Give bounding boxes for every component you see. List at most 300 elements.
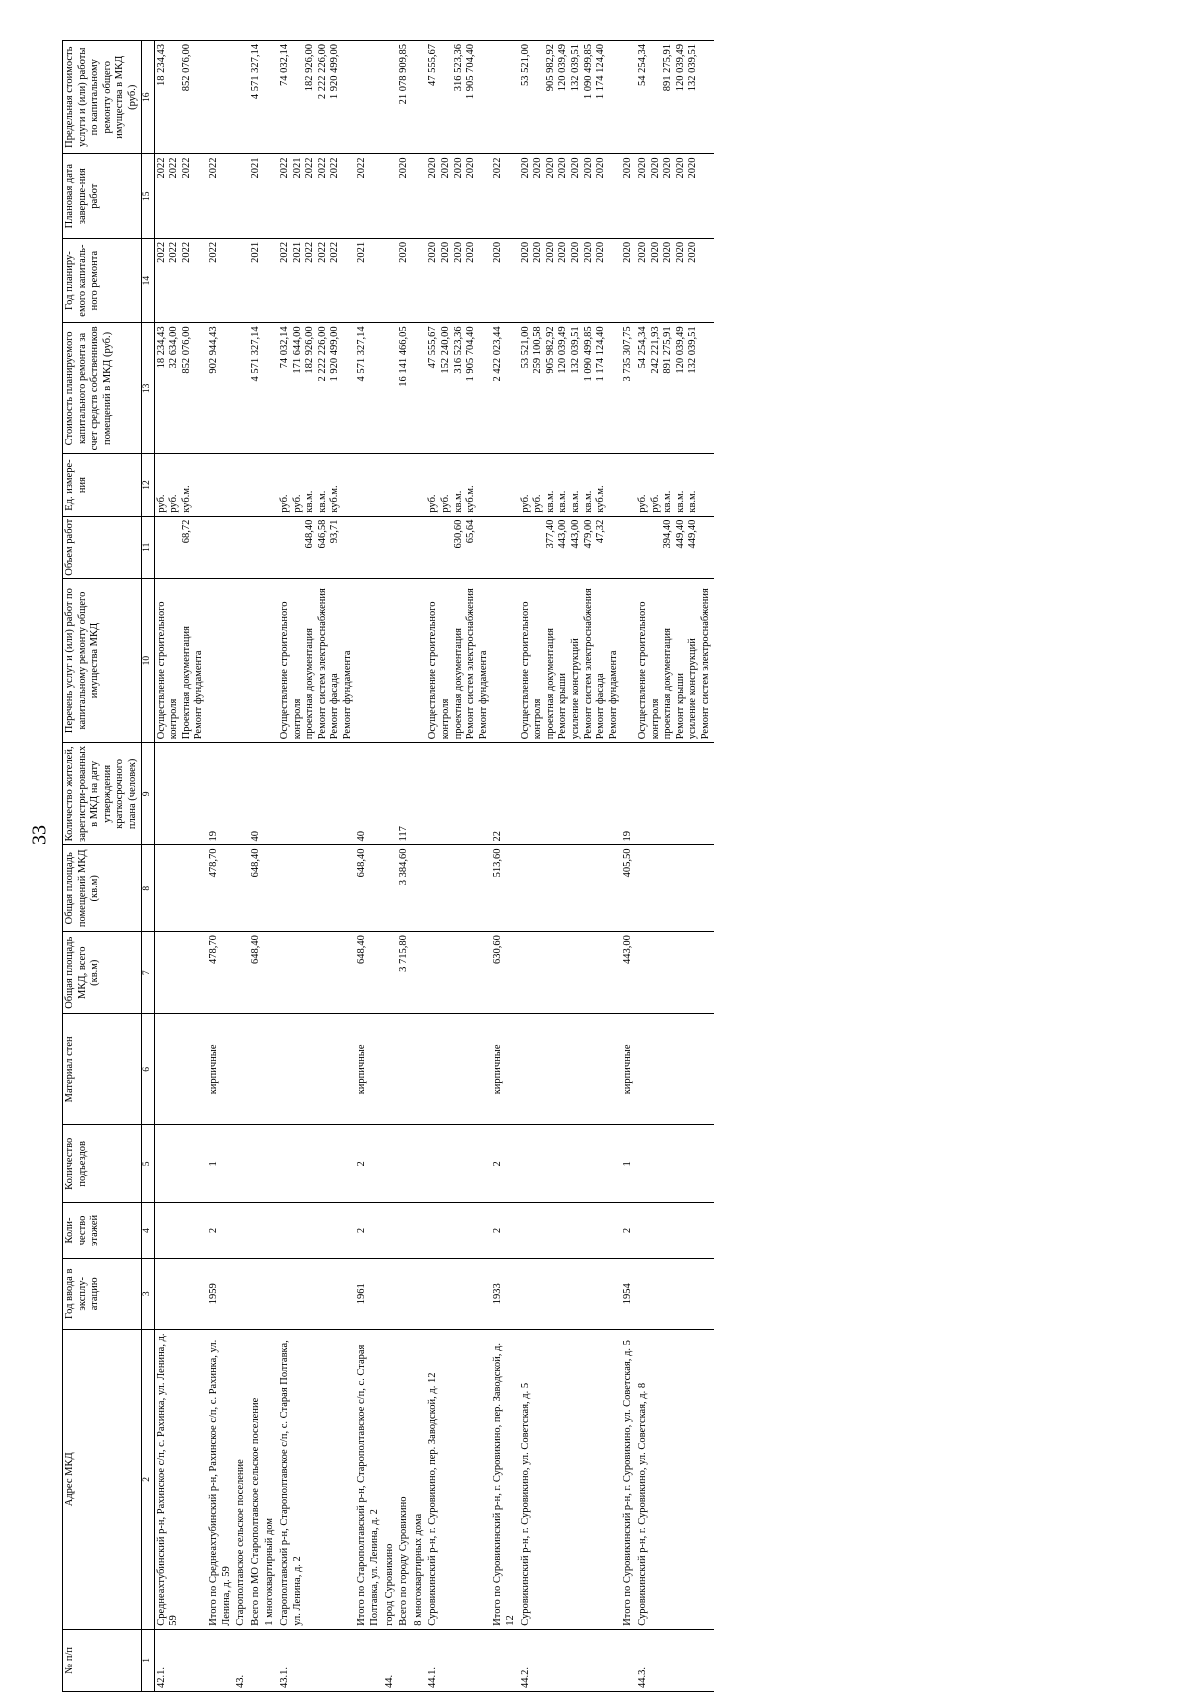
work-name xyxy=(250,582,263,739)
cell-area-rooms xyxy=(383,845,398,932)
work-unit xyxy=(622,457,635,512)
work-cost: 132 039,51 xyxy=(687,326,699,374)
work-volume xyxy=(398,520,411,575)
cell-area-total: 630,60 xyxy=(491,932,518,1014)
cell-floors xyxy=(249,1203,264,1259)
work-name: усиление конструкций xyxy=(569,638,581,740)
work-volume xyxy=(622,520,635,575)
end-date: 2020 xyxy=(452,157,464,179)
work-cost: 4 571 327,14 xyxy=(249,326,261,382)
work-volume: 377,40 xyxy=(544,519,556,549)
work-unit xyxy=(250,457,263,512)
cell-limit-cost xyxy=(621,41,636,154)
table-row xyxy=(207,41,234,1692)
work-volume xyxy=(156,520,169,575)
cell-year-built: 1933 xyxy=(491,1258,518,1329)
work-cost: 120 039,49 xyxy=(674,326,686,374)
work-volume xyxy=(532,520,545,575)
limit-cost: 905 982,92 xyxy=(544,44,556,92)
cell-wall-material xyxy=(154,1014,207,1125)
column-number-11: 11 xyxy=(141,516,154,578)
cell-area-rooms xyxy=(234,845,249,932)
work-cost: 120 039,49 xyxy=(557,326,569,374)
cell-work-cost xyxy=(426,323,491,454)
work-name: проектная документация xyxy=(452,628,464,740)
cell-wall-material xyxy=(397,1014,412,1125)
cell-work-unit xyxy=(278,454,356,516)
column-number-3: 3 xyxy=(141,1258,154,1329)
cell-address: Старополтавское сельское поселение xyxy=(234,1329,249,1629)
cell-work-unit xyxy=(154,454,207,516)
work-cost: 259 100,58 xyxy=(532,326,544,374)
cell-residents xyxy=(426,743,491,845)
cell-area-total xyxy=(519,932,622,1014)
work-volume xyxy=(208,520,221,575)
work-name: проектная документация xyxy=(662,628,674,740)
work-cost: 242 221,93 xyxy=(649,326,661,374)
plan-year: 2020 xyxy=(440,241,452,263)
plan-year: 2020 xyxy=(532,241,544,263)
limit-cost: 21 078 909,85 xyxy=(398,44,410,105)
cell-address: Старополтавский р-н, Старополтавское с/п, с. Старая Полтавка, ул. Ленина, д. 2 xyxy=(278,1329,356,1629)
limit-cost: 182 926,00 xyxy=(304,44,316,92)
cell-plan-year xyxy=(154,238,207,322)
cell-work-volume xyxy=(355,516,382,578)
end-date: 2020 xyxy=(674,157,686,179)
end-date: 2022 xyxy=(356,157,368,179)
work-unit: куб.м. xyxy=(329,485,341,513)
limit-cost: 18 234,43 xyxy=(155,44,167,86)
cell-area-rooms xyxy=(154,845,207,932)
plan-year: 2020 xyxy=(662,241,674,263)
cell-limit-cost xyxy=(383,41,398,154)
work-volume xyxy=(279,520,292,575)
cell-plan-year xyxy=(263,238,278,322)
cell-area-total xyxy=(234,932,249,1014)
cell-entrances xyxy=(383,1125,398,1203)
column-header-2: Адрес МКД xyxy=(63,1329,142,1629)
cell-work-unit xyxy=(207,454,234,516)
work-name: Ремонт фундамента xyxy=(607,650,619,740)
column-header-9: Количество жителей, зарегистри-рованных в МКД на дату утверждения краткосрочного плана (человек) xyxy=(63,743,142,845)
cell-work-name xyxy=(426,578,491,742)
work-unit xyxy=(356,457,369,512)
cell-limit-cost xyxy=(426,41,491,154)
end-date: 2020 xyxy=(582,157,594,179)
column-header-4: Коли-чество этажей xyxy=(63,1203,142,1259)
cell-year-built: 1961 xyxy=(355,1258,382,1329)
work-volume: 648,40 xyxy=(304,519,316,549)
limit-cost xyxy=(292,44,305,150)
cell-row-number: 42.1. xyxy=(154,1629,207,1691)
end-date: 2021 xyxy=(249,157,261,179)
cell-limit-cost xyxy=(355,41,382,154)
cell-area-rooms xyxy=(412,845,427,932)
work-cost: 152 240,00 xyxy=(440,326,452,374)
work-volume: 443,00 xyxy=(569,519,581,549)
cell-row-number: 44.1. xyxy=(426,1629,491,1691)
cell-residents xyxy=(263,743,278,845)
cell-floors xyxy=(397,1203,412,1259)
cell-year-built xyxy=(234,1258,249,1329)
cell-plan-year xyxy=(207,238,234,322)
limit-cost xyxy=(622,44,635,150)
end-date: 2020 xyxy=(519,157,531,179)
work-unit xyxy=(208,457,221,512)
work-name: Осуществление строительного контроля xyxy=(155,601,180,740)
column-header-14: Год планиру-емого капиталь-ного ремонта xyxy=(63,238,142,322)
cell-area-total xyxy=(383,932,398,1014)
cell-area-rooms xyxy=(278,845,356,932)
column-header-5: Количество подъездов xyxy=(63,1125,142,1203)
cell-work-cost xyxy=(621,323,636,454)
cell-work-volume xyxy=(278,516,356,578)
cell-entrances xyxy=(636,1125,714,1203)
cell-entrances xyxy=(249,1125,264,1203)
work-cost: 53 521,00 xyxy=(519,326,531,369)
work-unit: куб.м. xyxy=(595,485,607,513)
cell-entrances xyxy=(154,1125,207,1203)
cell-end-date xyxy=(278,154,356,238)
work-name: Ремонт систем электроснабжения xyxy=(582,588,594,740)
cell-area-rooms: 3 384,60 xyxy=(397,845,412,932)
end-date: 2020 xyxy=(595,157,607,179)
cell-entrances: 2 xyxy=(491,1125,518,1203)
cell-work-volume xyxy=(263,516,278,578)
work-unit: куб.м. xyxy=(465,485,477,513)
column-header-8: Общая площадь помещений МКД (кв.м) xyxy=(63,845,142,932)
column-number-6: 6 xyxy=(141,1014,154,1125)
work-unit: кв.м. xyxy=(557,490,569,513)
cell-end-date xyxy=(154,154,207,238)
cell-wall-material xyxy=(426,1014,491,1125)
cell-area-total xyxy=(412,932,427,1014)
cell-work-name xyxy=(278,578,356,742)
work-unit: куб.м. xyxy=(180,485,192,513)
cell-work-cost xyxy=(207,323,234,454)
work-unit: кв.м. xyxy=(687,490,699,513)
plan-year: 2020 xyxy=(622,241,634,263)
cell-wall-material xyxy=(636,1014,714,1125)
end-date: 2022 xyxy=(316,157,328,179)
work-name: Осуществление строительного контроля xyxy=(278,601,303,740)
table-row xyxy=(491,41,518,1692)
limit-cost xyxy=(440,44,453,150)
table-row xyxy=(412,41,427,1692)
work-unit: кв.м. xyxy=(674,490,686,513)
cell-area-total: 3 715,80 xyxy=(397,932,412,1014)
cell-floors: 2 xyxy=(207,1203,234,1259)
work-cost: 852 076,00 xyxy=(180,326,192,374)
work-name: Проектная документация xyxy=(180,626,192,740)
cell-work-volume xyxy=(154,516,207,578)
column-number-16: 16 xyxy=(141,41,154,154)
cell-residents xyxy=(383,743,398,845)
column-number-5: 5 xyxy=(141,1125,154,1203)
work-volume xyxy=(292,520,305,575)
table-row xyxy=(621,41,636,1692)
work-volume: 47,32 xyxy=(595,519,607,544)
limit-cost: 852 076,00 xyxy=(180,44,192,92)
plan-year: 2022 xyxy=(168,241,180,263)
cell-work-name xyxy=(397,578,412,742)
column-number-2: 2 xyxy=(141,1329,154,1629)
work-name: Ремонт фундамента xyxy=(477,650,489,740)
cell-area-rooms: 513,60 xyxy=(491,845,518,932)
column-header-16: Предельная стоимость услуги и (или) работы по капитальному ремонту общего имущества в МКД (руб.) xyxy=(63,41,142,154)
cell-entrances xyxy=(278,1125,356,1203)
limit-cost: 132 039,51 xyxy=(687,44,699,92)
limit-cost: 316 523,36 xyxy=(452,44,464,92)
work-volume: 68,72 xyxy=(180,519,192,544)
table-body xyxy=(154,41,713,1692)
plan-year: 2020 xyxy=(569,241,581,263)
work-volume: 449,40 xyxy=(674,519,686,549)
cell-entrances xyxy=(519,1125,622,1203)
cell-address: Суровикинский р-н, г. Суровикино, ул. Советская, д. 5 xyxy=(519,1329,622,1629)
cell-wall-material xyxy=(412,1014,427,1125)
cell-limit-cost xyxy=(397,41,412,154)
end-date: 2020 xyxy=(569,157,581,179)
cell-end-date xyxy=(234,154,249,238)
cell-plan-year xyxy=(397,238,412,322)
cell-year-built xyxy=(383,1258,398,1329)
cell-residents xyxy=(519,743,622,845)
cell-residents: 40 xyxy=(355,743,382,845)
cell-work-cost xyxy=(263,323,278,454)
work-name: Ремонт систем электроснабжения xyxy=(465,588,477,740)
plan-year: 2020 xyxy=(465,241,477,263)
work-name xyxy=(622,582,635,739)
cell-entrances: 2 xyxy=(355,1125,382,1203)
end-date: 2020 xyxy=(465,157,477,179)
work-volume xyxy=(440,520,453,575)
work-volume: 394,40 xyxy=(662,519,674,549)
cell-end-date xyxy=(412,154,427,238)
cell-work-cost xyxy=(154,323,207,454)
end-date: 2022 xyxy=(278,157,290,179)
cell-work-unit xyxy=(263,454,278,516)
work-unit xyxy=(492,457,505,512)
end-date: 2020 xyxy=(398,157,410,179)
end-date: 2020 xyxy=(427,157,439,179)
cell-work-cost xyxy=(383,323,398,454)
end-date: 2022 xyxy=(168,157,180,179)
column-header-11: Объем работ xyxy=(63,516,142,578)
cell-address: Среднеахтубинский р-н, Рахинское с/п, с. Рахинка, ул. Ленина, д. 59 xyxy=(154,1329,207,1629)
cell-end-date xyxy=(383,154,398,238)
work-name: Ремонт фундамента xyxy=(341,650,353,740)
work-cost: 1 920 499,00 xyxy=(329,326,341,382)
cell-entrances: 1 xyxy=(621,1125,636,1203)
work-cost: 132 039,51 xyxy=(569,326,581,374)
cell-row-number: 43.1. xyxy=(278,1629,356,1691)
cell-floors xyxy=(636,1203,714,1259)
cell-work-cost xyxy=(636,323,714,454)
table-row xyxy=(636,41,714,1692)
cell-work-name xyxy=(355,578,382,742)
column-number-13: 13 xyxy=(141,323,154,454)
table-row xyxy=(249,41,264,1692)
cell-residents xyxy=(234,743,249,845)
cell-work-name xyxy=(383,578,398,742)
cell-entrances xyxy=(426,1125,491,1203)
cell-work-volume xyxy=(412,516,427,578)
limit-cost: 891 275,91 xyxy=(662,44,674,92)
cell-row-number: 43. xyxy=(234,1629,249,1691)
work-name: Осуществление строительного контроля xyxy=(636,601,661,740)
work-volume: 65,64 xyxy=(465,519,477,544)
cell-year-built: 1959 xyxy=(207,1258,234,1329)
cell-end-date xyxy=(355,154,382,238)
cell-plan-year xyxy=(249,238,264,322)
work-volume: 630,60 xyxy=(452,519,464,549)
column-header-6: Материал стен xyxy=(63,1014,142,1125)
rotated-table-container xyxy=(62,40,1172,1692)
end-date: 2020 xyxy=(532,157,544,179)
work-cost: 171 644,00 xyxy=(291,326,303,374)
cell-residents: 19 xyxy=(621,743,636,845)
work-name xyxy=(492,582,505,739)
column-number-15: 15 xyxy=(141,154,154,238)
work-cost: 3 735 307,75 xyxy=(622,326,634,382)
cell-area-total: 478,70 xyxy=(207,932,234,1014)
cell-end-date xyxy=(207,154,234,238)
cell-year-built xyxy=(426,1258,491,1329)
plan-year: 2020 xyxy=(582,241,594,263)
cell-row-number: 44.3. xyxy=(636,1629,714,1691)
cell-work-cost xyxy=(491,323,518,454)
cell-work-unit xyxy=(519,454,622,516)
work-cost: 1 174 124,40 xyxy=(595,326,607,382)
cell-end-date xyxy=(519,154,622,238)
cell-row-number: 44. xyxy=(383,1629,398,1691)
cell-work-name xyxy=(154,578,207,742)
cell-wall-material: кирпичные xyxy=(355,1014,382,1125)
limit-cost: 120 039,49 xyxy=(557,44,569,92)
plan-year: 2020 xyxy=(544,241,556,263)
cell-limit-cost xyxy=(207,41,234,154)
cell-address: Всего по городу Суровикино xyxy=(397,1329,412,1629)
cell-limit-cost xyxy=(234,41,249,154)
cell-work-volume xyxy=(491,516,518,578)
cell-limit-cost xyxy=(249,41,264,154)
table-row xyxy=(154,41,207,1692)
cell-row-number xyxy=(249,1629,264,1691)
cell-floors: 2 xyxy=(491,1203,518,1259)
table-row xyxy=(234,41,249,1692)
work-name: Ремонт систем электроснабжения xyxy=(316,588,328,740)
cell-work-name xyxy=(263,578,278,742)
work-cost: 1 090 499,85 xyxy=(582,326,594,382)
cell-work-volume xyxy=(397,516,412,578)
end-date: 2022 xyxy=(492,157,504,179)
cell-floors xyxy=(263,1203,278,1259)
plan-year: 2020 xyxy=(452,241,464,263)
work-volume xyxy=(492,520,505,575)
work-name: усиление конструкций xyxy=(687,638,699,740)
cell-area-rooms: 648,40 xyxy=(355,845,382,932)
cell-end-date xyxy=(249,154,264,238)
cell-end-date xyxy=(621,154,636,238)
end-date: 2020 xyxy=(557,157,569,179)
end-date: 2020 xyxy=(440,157,452,179)
work-volume xyxy=(520,520,533,575)
cell-wall-material: кирпичные xyxy=(621,1014,636,1125)
cell-wall-material xyxy=(278,1014,356,1125)
cell-work-volume xyxy=(621,516,636,578)
cell-address: Суровикинский р-н, г. Суровикино, пер. Заводской, д. 12 xyxy=(426,1329,491,1629)
cell-residents: 22 xyxy=(491,743,518,845)
column-header-12: Ед. измере-ния xyxy=(63,454,142,516)
cell-limit-cost xyxy=(154,41,207,154)
column-number-4: 4 xyxy=(141,1203,154,1259)
limit-cost: 54 254,34 xyxy=(636,44,648,86)
work-unit: руб. xyxy=(440,494,452,513)
cell-end-date xyxy=(263,154,278,238)
cell-area-total xyxy=(263,932,278,1014)
cell-work-cost xyxy=(397,323,412,454)
work-unit: руб. xyxy=(291,494,303,513)
plan-year: 2020 xyxy=(687,241,699,263)
work-unit xyxy=(398,457,411,512)
work-unit: кв.м. xyxy=(452,490,464,513)
work-name xyxy=(398,582,411,739)
cell-address: город Суровикино xyxy=(383,1329,398,1629)
work-volume: 646,58 xyxy=(316,519,328,549)
cell-row-number xyxy=(491,1629,518,1691)
cell-area-rooms xyxy=(263,845,278,932)
work-volume: 443,00 xyxy=(557,519,569,549)
cell-year-built xyxy=(519,1258,622,1329)
work-unit: руб. xyxy=(649,494,661,513)
cell-plan-year xyxy=(355,238,382,322)
work-cost: 905 982,92 xyxy=(544,326,556,374)
cell-area-rooms: 648,40 xyxy=(249,845,264,932)
work-cost: 891 275,91 xyxy=(662,326,674,374)
plan-year: 2022 xyxy=(207,241,219,263)
cell-year-built xyxy=(278,1258,356,1329)
plan-year: 2022 xyxy=(329,241,341,263)
work-cost: 47 555,67 xyxy=(427,326,439,369)
cell-plan-year xyxy=(234,238,249,322)
cell-area-rooms xyxy=(426,845,491,932)
end-date: 2022 xyxy=(155,157,167,179)
cell-work-name xyxy=(519,578,622,742)
cell-area-rooms: 478,70 xyxy=(207,845,234,932)
cell-end-date xyxy=(491,154,518,238)
cell-plan-year xyxy=(426,238,491,322)
plan-year: 2020 xyxy=(674,241,686,263)
column-header-13: Стоимость планируемого капитального ремонта за счет средств собственников помещений в МКД (руб.) xyxy=(63,323,142,454)
end-date: 2022 xyxy=(180,157,192,179)
cell-entrances: 1 xyxy=(207,1125,234,1203)
cell-work-unit xyxy=(249,454,264,516)
cell-work-unit xyxy=(491,454,518,516)
column-number-1: 1 xyxy=(141,1629,154,1691)
plan-year: 2021 xyxy=(249,241,261,263)
cell-wall-material xyxy=(234,1014,249,1125)
work-unit: руб. xyxy=(519,494,531,513)
work-cost: 2 422 023,44 xyxy=(492,326,504,382)
column-number-9: 9 xyxy=(141,743,154,845)
work-name: Ремонт крыши xyxy=(674,673,686,740)
end-date: 2022 xyxy=(207,157,219,179)
work-volume xyxy=(250,520,263,575)
column-header-1: № п/п xyxy=(63,1629,142,1691)
cell-work-unit xyxy=(383,454,398,516)
cell-plan-year xyxy=(278,238,356,322)
